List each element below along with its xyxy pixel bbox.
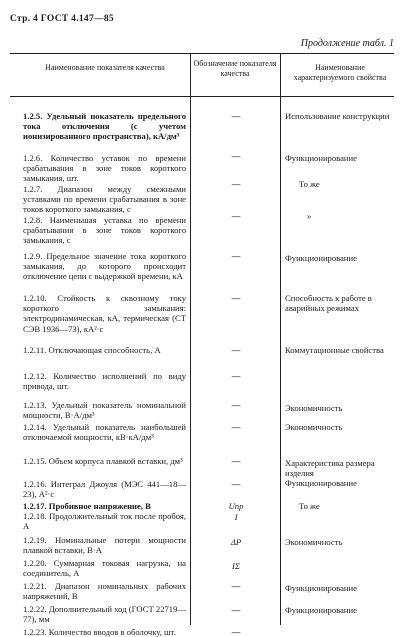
- indicator-symbol: —: [231, 111, 241, 121]
- indicator-name: 1.2.11. Отключающая способность, А: [23, 345, 161, 355]
- indicator-symbol: —: [231, 581, 241, 591]
- indicator-property: Характеристика размера изделия: [285, 458, 375, 479]
- indicator-name: 1.2.19. Номинальные потери мощности плавкой вставки, В·А: [23, 535, 186, 556]
- indicator-symbol: —: [231, 479, 241, 489]
- indicator-symbol: —: [231, 251, 241, 261]
- indicator-name: 1.2.23. Количество вводов в оболочку, шт.: [23, 627, 176, 637]
- indicator-property: Функционирование: [285, 605, 357, 615]
- indicator-property: Экономичность: [285, 403, 343, 413]
- column-header-name: Наименование показателя качества: [45, 63, 165, 72]
- indicator-name: 1.2.17. Пробивное напряжение, В: [23, 501, 151, 511]
- indicator-property: Функционирование: [285, 253, 357, 263]
- indicator-name: 1.2.8. Наименьшая уставка по времени срабатывания в зоне токов короткого замыкания, с: [23, 215, 186, 246]
- indicator-symbol: ΔP: [230, 537, 242, 547]
- indicator-name: 1.2.16. Интеграл Джоуля (МЭС 441—18—23), А²·с: [23, 479, 186, 500]
- column-header-symbol: Обозначение показателя качества: [193, 59, 277, 78]
- indicator-property: Функционирование: [285, 583, 357, 593]
- indicator-name: 1.2.20. Суммарная токовая нагрузка, на соединитель, А: [23, 558, 186, 579]
- table-continuation-label: Продолжение табл. 1: [300, 38, 394, 49]
- column-divider: [280, 53, 281, 625]
- header-bottom-rule: [10, 96, 394, 97]
- indicator-name: 1.2.22. Дополнительный ход (ГОСТ 22719—77), мм: [23, 604, 186, 625]
- indicator-name: 1.2.13. Удельный показатель номинальной мощности, В·А/дм³: [23, 400, 186, 421]
- indicator-symbol: —: [231, 293, 241, 303]
- indicator-symbol: IΣ: [232, 561, 240, 571]
- indicator-property: Функционирование: [285, 153, 357, 163]
- indicator-name: 1.2.15. Объем корпуса плавкой вставки, дм³: [23, 456, 183, 466]
- indicator-name: 1.2.7. Диапазон между смежными уставками по времени срабатывания в зоне токов короткого замыкания, с: [23, 184, 186, 215]
- indicator-name: 1.2.12. Количество исполнений по виду привода, шт.: [23, 371, 186, 392]
- indicator-symbol: —: [231, 605, 241, 615]
- indicator-property: Способность к работе в аварийных режимах: [285, 293, 372, 314]
- indicator-property: То же: [299, 501, 320, 511]
- indicator-symbol: Uпр: [228, 501, 244, 511]
- indicator-symbol: —: [231, 371, 241, 381]
- column-divider: [190, 53, 191, 625]
- indicator-symbol: —: [231, 627, 241, 637]
- indicator-property: Функционирование: [285, 478, 357, 488]
- indicator-property: Использование конструкции: [285, 111, 390, 121]
- indicator-name: 1.2.14. Удельный показатель наибольшей отключаемой мощности, кВ·кА/дм³: [23, 422, 186, 443]
- indicator-symbol: I: [234, 512, 238, 522]
- table-top-rule: [10, 53, 394, 54]
- column-header-property: Наименование характеризуемого свойства: [293, 63, 387, 82]
- indicator-name: 1.2.18. Продолжительный ток после пробоя, А: [23, 511, 186, 532]
- indicator-symbol: —: [231, 179, 241, 189]
- indicator-symbol: —: [231, 400, 241, 410]
- indicator-property: »: [307, 211, 312, 221]
- indicator-name: 1.2.6. Количество уставок по времени срабатывания в зоне токов короткого замыкания, шт.: [23, 153, 186, 184]
- quality-indicators-table: [10, 53, 394, 637]
- indicator-symbol: —: [231, 456, 241, 466]
- indicator-symbol: —: [231, 345, 241, 355]
- indicator-symbol: —: [231, 211, 241, 221]
- indicator-property: Экономичность: [285, 537, 343, 547]
- indicator-property: Экономичность: [285, 422, 343, 432]
- indicator-property: То же: [299, 179, 320, 189]
- indicator-symbol: —: [231, 151, 241, 161]
- indicator-name: 1.2.10. Стойкость к сквозному току короткого замыкания: электродинамическая, кА, термическая (СТ СЭВ 1936—73), кА²·с: [23, 293, 186, 334]
- indicator-name: 1.2.5. Удельный показатель предельного тока отключения (с учетом ионизированного пространства), кА/дм³: [23, 111, 186, 142]
- indicator-name: 1.2.9. Предельное значение тока короткого замыкания, до которого происходит отключение цепи с выдержкой времени, кА: [23, 251, 186, 282]
- page-header: Стр. 4 ГОСТ 4.147—85: [10, 14, 114, 24]
- indicator-symbol: —: [231, 422, 241, 432]
- indicator-property: Коммутационные свойства: [285, 345, 384, 355]
- indicator-name: 1.2.21. Диапазон номинальных рабочих напряжений, В: [23, 581, 186, 602]
